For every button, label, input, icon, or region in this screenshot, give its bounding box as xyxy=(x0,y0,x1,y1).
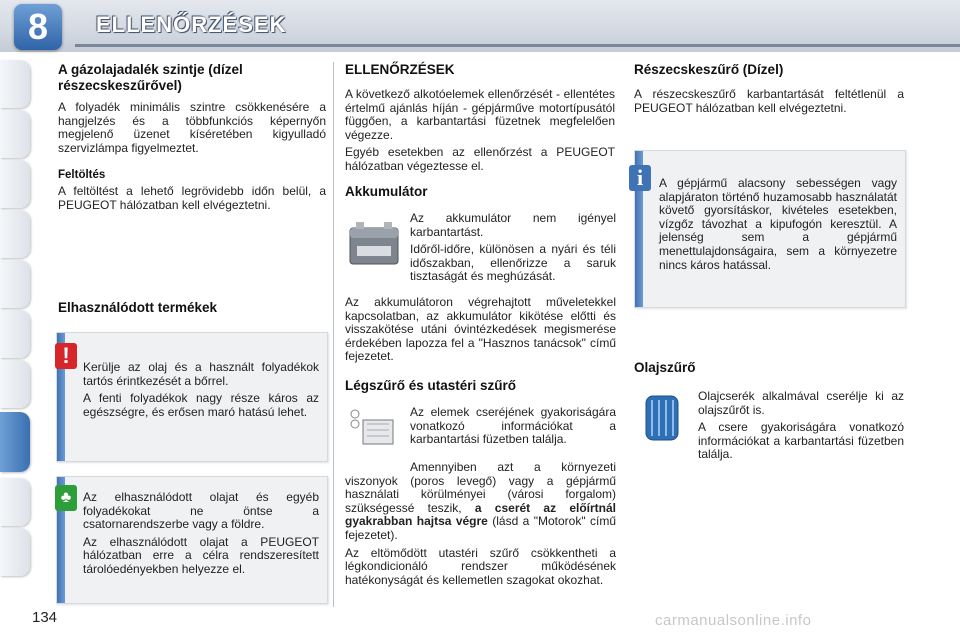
filters-text-2-emphasis: a cserét az előírtnál gyakrabban hajtsa végre xyxy=(345,500,616,529)
dpf-title: Részecskeszűrő (Dízel) xyxy=(634,62,784,77)
column-divider xyxy=(333,62,334,607)
eco-text-1: Az elhasználódott olajat és egyéb folyadékokat ne öntse a csatornarendszerbe vagy a földre. xyxy=(83,490,319,532)
filters-text-3: Az eltömődött utastéri szűrő csökkentheti a légkondicionáló rendszer működésének hatékonyságát és kellemetlen szagokat okozhat. xyxy=(345,545,616,587)
battery-section xyxy=(345,184,615,200)
environment-box xyxy=(56,476,328,604)
watermark: carmanualsonline.info xyxy=(655,612,812,629)
warning-text-2: A fenti folyadékok nagy része káros az egészségre, és erősen maró hatású lehet. xyxy=(83,391,319,419)
battery-text-3-wrap xyxy=(345,296,616,364)
filters-text-2c: (lásd a "Motorok" című fejezetet). xyxy=(345,514,616,542)
dpf-fluid-section xyxy=(58,62,326,213)
chapter-tab[interactable] xyxy=(0,60,30,108)
oil-filter-text-block xyxy=(698,390,904,462)
chapter-tab[interactable] xyxy=(0,260,30,308)
page-number: 134 xyxy=(32,609,58,626)
warning-box xyxy=(56,332,328,462)
filling-title: Feltöltés xyxy=(58,169,106,182)
checks-title: ELLENŐRZÉSEK xyxy=(345,62,455,77)
chapter-number-badge: 8 xyxy=(14,4,62,50)
checks-section xyxy=(345,62,615,174)
tree-icon: ♣ xyxy=(55,485,77,511)
oil-filter-section xyxy=(634,360,904,376)
dpf-fluid-text: A folyadék minimális szintre csökkenésére a hangjelzés és a többfunkciós képernyőn megjelenő üzenet kíséretében kigyulladó szervizlámpa figyelmeztet. xyxy=(58,100,326,155)
chapter-tab[interactable] xyxy=(0,160,30,208)
header-rule xyxy=(75,44,960,47)
dpf-fluid-title: A gázolajadalék szintje (dízel részecskeszűrővel) xyxy=(58,62,243,93)
chapter-tabs xyxy=(0,60,36,580)
oil-filter-text-1: Olajcserék alkalmával cserélje ki az olajszűrőt is. xyxy=(698,389,904,417)
filters-text-2 xyxy=(345,461,616,543)
info-text: A gépjármű alacsony sebességen vagy alapjáraton történő huzamosabb használatát követő gyorsításkor, kivételes esetekben, vízgőz távozhat a kipufogón keresztül. A jelenség sem a gépjármű menettulajdonságaira, sem a környezetre nincs káros hatással. xyxy=(659,176,897,272)
oil-filter-title: Olajszűrő xyxy=(634,360,696,375)
chapter-tab[interactable] xyxy=(0,528,30,576)
battery-text-block xyxy=(410,212,616,284)
battery-text-1: Az akkumulátor nem igényel karbantartást. xyxy=(410,211,616,239)
air-filter-icon xyxy=(347,408,397,448)
oil-filter-text-2: A csere gyakoriságára vonatkozó információkat a karbantartási füzetben találja. xyxy=(698,420,904,462)
checks-intro-1: A következő alkotóelemek ellenőrzését - ellentétes értelmű ajánlás híján - gépjárműve motortípusától függően, a karbantartási füzetnek megfelelően végezze. xyxy=(345,87,615,142)
chapter-tab[interactable] xyxy=(0,110,30,158)
info-icon: i xyxy=(629,165,651,191)
warning-exclamation-icon: ! xyxy=(55,343,77,369)
info-box xyxy=(634,150,906,308)
dpf-text: A részecskeszűrő karbantartását feltétlenül a PEUGEOT hálózatban kell elvégeztetni. xyxy=(634,87,904,115)
filters-text-1: Az elemek cseréjének gyakoriságára vonatkozó információkat a karbantartási füzetben találja. xyxy=(410,405,616,447)
chapter-tab[interactable] xyxy=(0,210,30,258)
battery-title: Akkumulátor xyxy=(345,184,428,199)
oil-filter-icon xyxy=(642,392,682,442)
battery-text-3: Az akkumulátoron végrehajtott műveletekkel kapcsolatban, az akkumulátor kikötése előtti és visszakötése utáni óvintézkedések megismerése érdekében lapozza fel a "Hasznos tanácsok" című fejezetet. xyxy=(345,295,616,364)
checks-intro-2: Egyéb esetekben az ellenőrzést a PEUGEOT hálózatban végeztesse el. xyxy=(345,145,615,173)
chapter-tab[interactable] xyxy=(0,360,30,408)
battery-text-2: Időről-időre, különösen a nyári és téli időszakban, ellenőrizze a saruk tisztaságát és meghúzását. xyxy=(410,242,616,284)
chapter-title: ELLENŐRZÉSEK xyxy=(96,12,287,37)
used-products-heading-wrap xyxy=(58,300,326,316)
battery-icon xyxy=(347,218,401,268)
chapter-tab-active[interactable] xyxy=(0,412,30,472)
dpf-section xyxy=(634,62,904,115)
warning-text-1: Kerülje az olaj és a használt folyadékok tartós érintkezését a bőrrel. xyxy=(83,360,319,388)
filling-text: A feltöltést a lehető legrövidebb időn belül, a PEUGEOT hálózatban kell elvégeztetni. xyxy=(58,184,326,212)
used-products-title: Elhasználódott termékek xyxy=(58,300,218,315)
filters-text-2-wrap xyxy=(345,461,616,587)
filters-text-1-wrap xyxy=(410,406,616,447)
filters-section xyxy=(345,378,615,394)
filters-title: Légszűrő és utastéri szűrő xyxy=(345,378,517,393)
chapter-tab[interactable] xyxy=(0,478,30,526)
chapter-tab[interactable] xyxy=(0,310,30,358)
eco-text-2: Az elhasználódott olajat a PEUGEOT hálózatban erre a célra rendszeresített tárolóedényekben helyezze el. xyxy=(83,534,319,576)
filters-text-2a: Amennyiben azt a környezeti viszonyok (poros levegő) vagy a gépjármű használati körülményei (városi forgalom) szükségessé teszik, xyxy=(345,460,616,515)
